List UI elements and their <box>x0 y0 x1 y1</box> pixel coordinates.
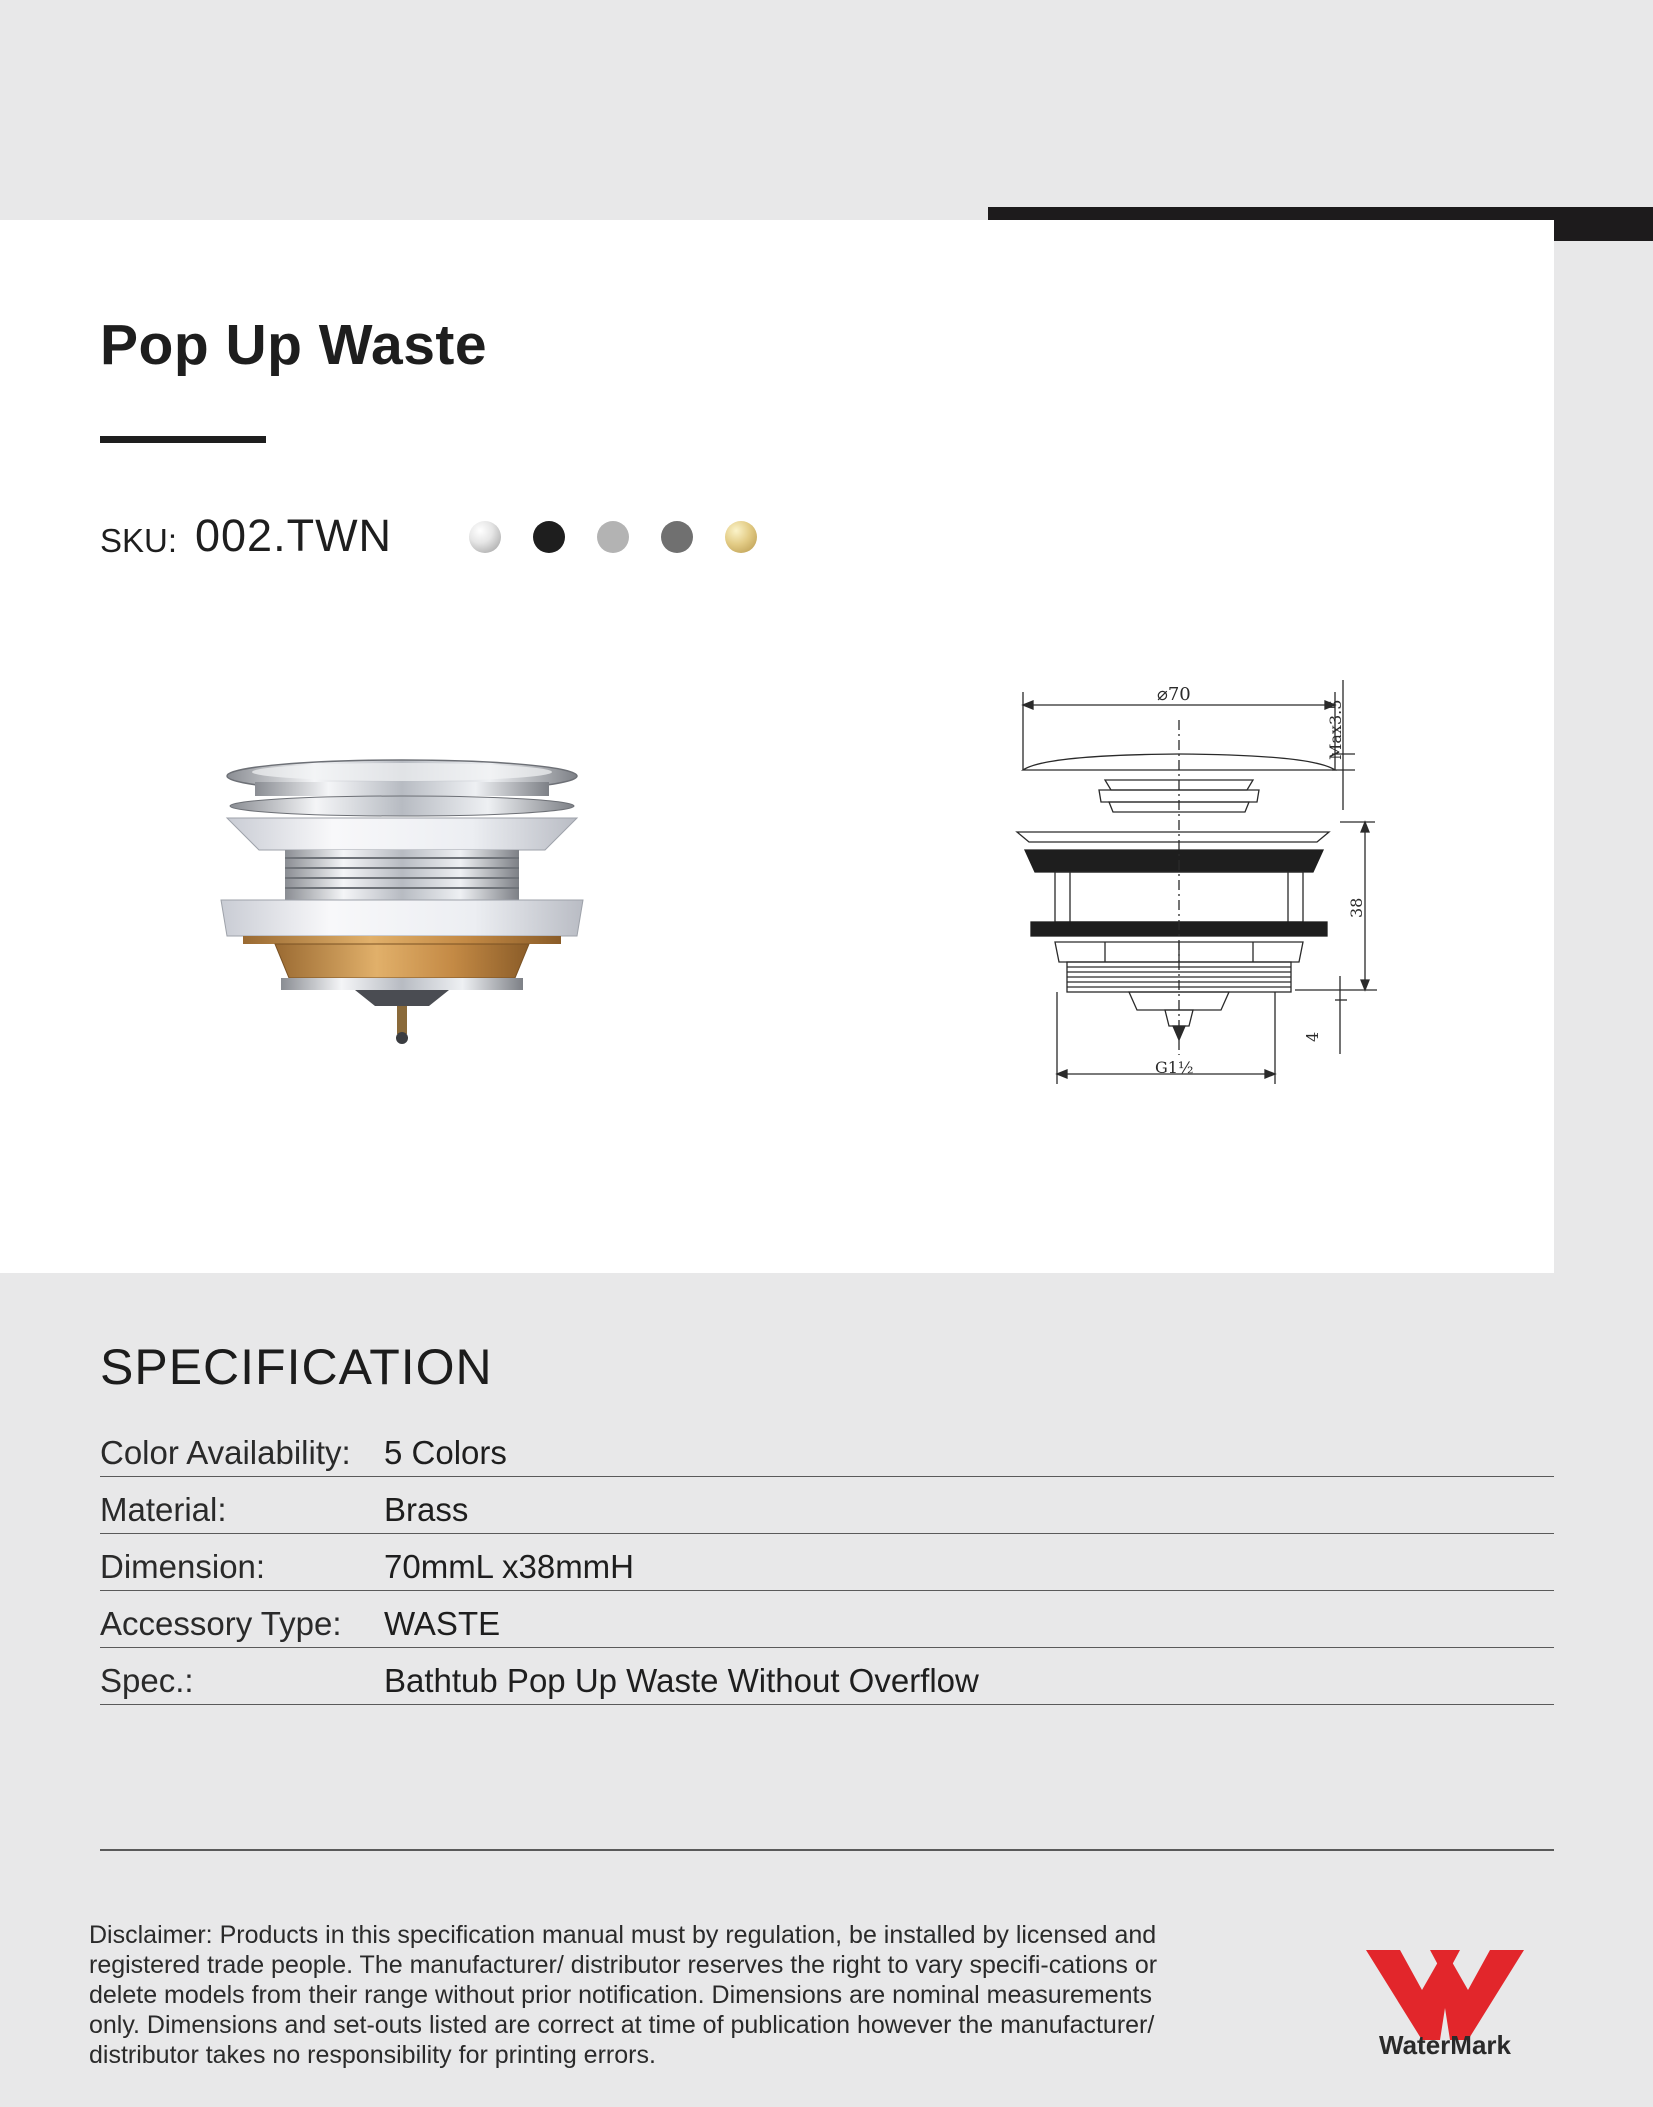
title-underline <box>100 436 266 443</box>
spec-key: Color Availability: <box>100 1434 351 1471</box>
color-swatches <box>469 521 757 553</box>
disclaimer-text: Disclaimer: Products in this specification manual must by regulation, be installed by licensed and registered trade people. The manufacturer/ distributor reserves the right to vary specifi-cations or delete models from their range without prior notification. Dimensions are nominal measurements only. Dimensions and set-outs listed are correct at time of publication however the manufacturer/ distributor takes no responsibility for printing errors. <box>89 1921 1158 2069</box>
swatch-matte-black[interactable] <box>533 521 565 553</box>
spec-value: 70mmL x38mmH <box>384 1548 634 1585</box>
footer-divider <box>100 1849 1554 1851</box>
sku-label: SKU: <box>100 522 178 559</box>
swatch-brushed-gold[interactable] <box>725 521 757 553</box>
drawing-height-label: 38 <box>1347 897 1366 918</box>
spec-key: Dimension: <box>100 1548 266 1585</box>
drawing-thread-label: G1½ <box>1155 1058 1194 1077</box>
watermark-logo-text: WaterMark <box>1379 2030 1511 2060</box>
spec-row-material <box>100 1477 1554 1534</box>
drawing-depth-label: 4 <box>1303 1031 1322 1042</box>
spec-key: Accessory Type: <box>100 1605 342 1642</box>
specification-heading: SPECIFICATION <box>100 1339 493 1395</box>
technical-drawing <box>995 670 1395 1090</box>
swatch-brushed-nickel[interactable] <box>597 521 629 553</box>
drawing-max-label: Max3.5 <box>1326 699 1345 760</box>
specification-table <box>100 1420 1554 1705</box>
spec-row-color <box>100 1420 1554 1477</box>
spec-key: Spec.: <box>100 1662 194 1699</box>
spec-row-spec <box>100 1648 1554 1705</box>
spec-key: Material: <box>100 1491 227 1528</box>
swatch-chrome[interactable] <box>469 521 501 553</box>
spec-value: Brass <box>384 1491 469 1528</box>
drawing-diameter-label: ⌀70 <box>1157 684 1191 705</box>
spec-value: WASTE <box>384 1605 501 1642</box>
page-title: Pop Up Waste <box>100 313 488 377</box>
sku-value: 002.TWN <box>195 510 393 561</box>
spec-value: Bathtub Pop Up Waste Without Overflow <box>384 1662 979 1699</box>
product-photo <box>215 740 590 1055</box>
top-band <box>0 0 1653 220</box>
spec-row-dimension <box>100 1534 1554 1591</box>
spec-row-accessory-type <box>100 1591 1554 1648</box>
spec-value: 5 Colors <box>384 1434 507 1471</box>
swatch-gunmetal[interactable] <box>661 521 693 553</box>
